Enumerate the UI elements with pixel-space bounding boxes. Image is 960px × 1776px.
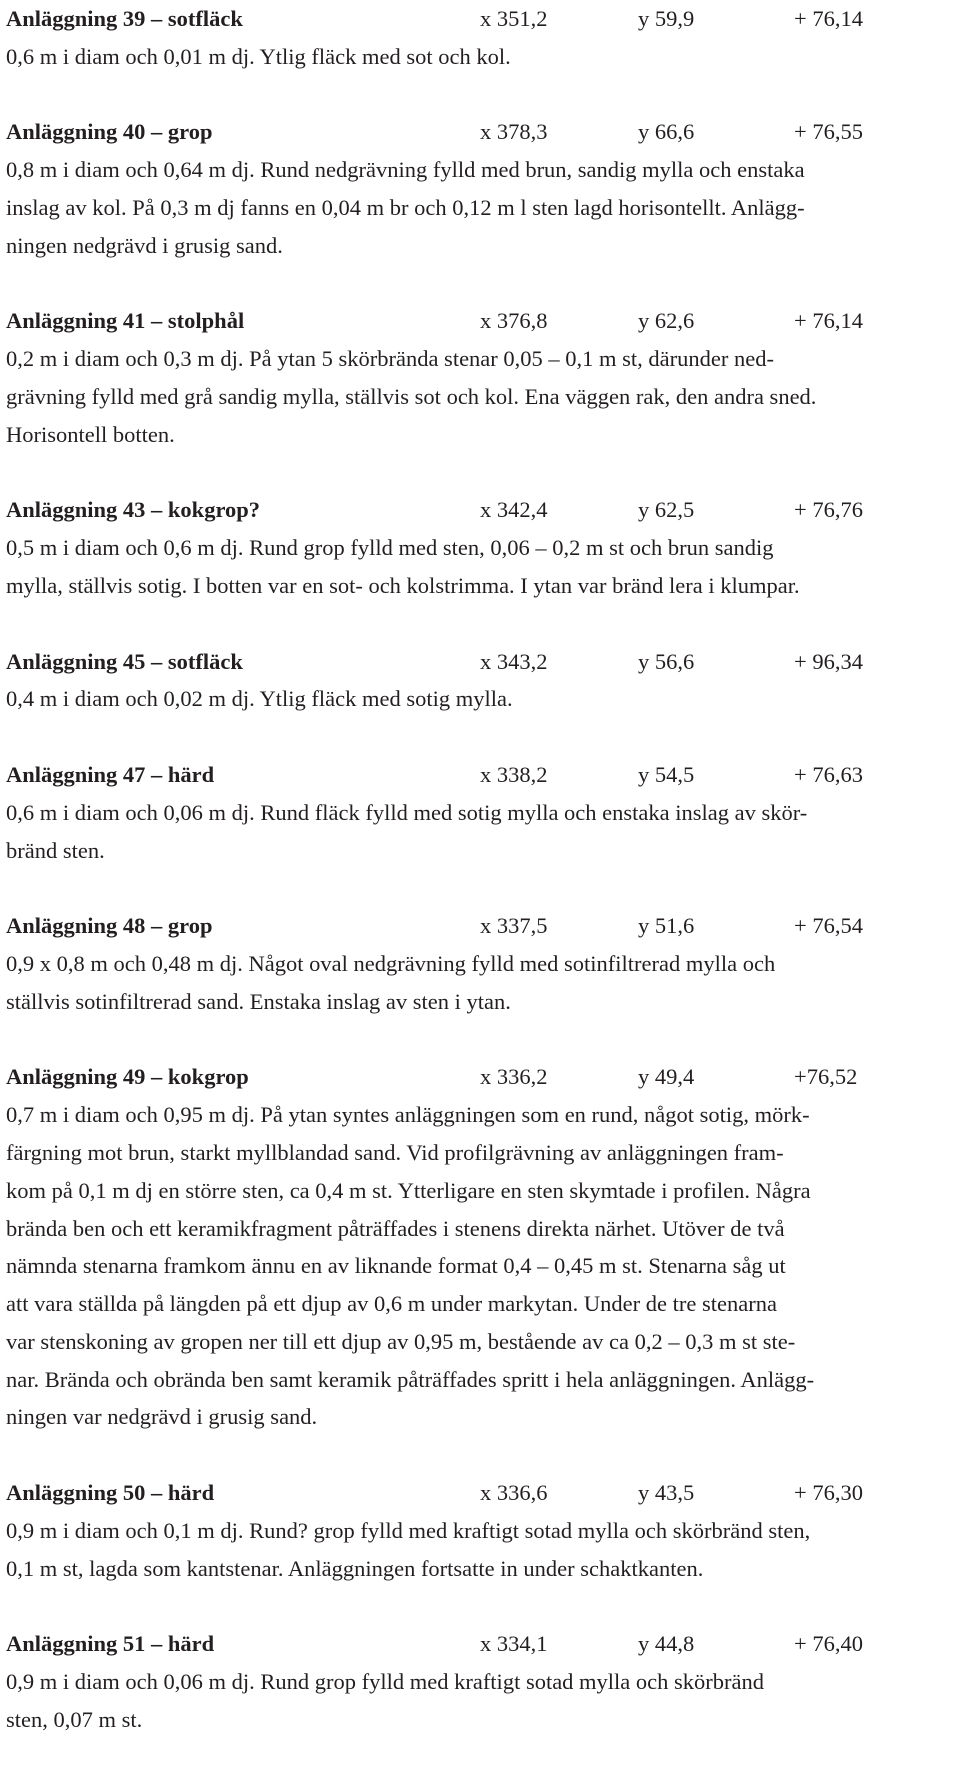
feature-title: Anläggning 51 – härd (6, 1631, 215, 1657)
feature-description: 0,8 m i diam och 0,64 m dj. Rund nedgrävning fylld med brun, sandig mylla och enstaka inslag av kol. På 0,3 m dj fanns en 0,04 m br och 0,12 m l sten lagd horisontellt. Anlägg- ningen nedgrävd i grusig sand. (6, 157, 805, 258)
feature-heading (6, 1625, 946, 1663)
feature-title: Anläggning 39 – sotfläck (6, 6, 243, 31)
x-coordinate: x 336,2 (480, 1064, 548, 1090)
feature-entry-41 (6, 302, 946, 453)
feature-heading (6, 0, 946, 38)
feature-entry-50 (6, 1474, 946, 1587)
x-coordinate: x 376,8 (480, 308, 548, 334)
feature-entry-45 (6, 643, 946, 719)
feature-description: 0,9 m i diam och 0,1 m dj. Rund? grop fylld med kraftigt sotad mylla och skörbränd sten, 0,1 m st, lagda som kantstenar. Anläggningen fortsatte in under schaktkanten. (6, 1517, 811, 1581)
feature-description: 0,4 m i diam och 0,02 m dj. Ytlig fläck med sotig mylla. (6, 686, 513, 712)
feature-title: Anläggning 41 – stolphål (6, 308, 245, 334)
x-coordinate: x 351,2 (480, 6, 548, 31)
feature-heading (6, 302, 946, 340)
y-coordinate: y 49,4 (638, 1064, 695, 1090)
x-coordinate: x 378,3 (480, 119, 548, 145)
feature-entry-40 (6, 113, 946, 264)
feature-title: Anläggning 47 – härd (6, 761, 215, 787)
x-coordinate: x 342,4 (480, 497, 548, 523)
feature-description: 0,6 m i diam och 0,01 m dj. Ytlig fläck med sot och kol. (6, 43, 511, 69)
y-coordinate: y 66,6 (638, 119, 695, 145)
feature-title: Anläggning 50 – härd (6, 1480, 215, 1506)
elevation: + 76,54 (794, 913, 863, 939)
x-coordinate: x 338,2 (480, 761, 548, 787)
feature-description: 0,9 m i diam och 0,06 m dj. Rund grop fylld med kraftigt sotad mylla och skörbränd sten, 0,07 m st. (6, 1669, 765, 1732)
feature-entry-47 (6, 756, 946, 869)
elevation: + 96,34 (794, 648, 863, 674)
feature-entry-49 (6, 1058, 946, 1436)
y-coordinate: y 59,9 (638, 6, 695, 31)
y-coordinate: y 56,6 (638, 648, 695, 674)
y-coordinate: y 54,5 (638, 761, 695, 787)
y-coordinate: y 62,5 (638, 497, 695, 523)
elevation: + 76,14 (794, 308, 863, 334)
feature-entry-39 (6, 0, 946, 76)
feature-description: 0,9 x 0,8 m och 0,48 m dj. Något oval nedgrävning fylld med sotinfiltrerad mylla och ställvis sotinfiltrerad sand. Enstaka inslag av sten i ytan. (6, 950, 776, 1014)
x-coordinate: x 343,2 (480, 648, 548, 674)
elevation: + 76,76 (794, 497, 863, 523)
feature-heading (6, 756, 946, 794)
feature-title: Anläggning 45 – sotfläck (6, 648, 243, 674)
elevation: + 76,40 (794, 1631, 863, 1657)
feature-title: Anläggning 43 – kokgrop? (6, 497, 261, 523)
y-coordinate: y 62,6 (638, 308, 695, 334)
feature-description: 0,6 m i diam och 0,06 m dj. Rund fläck fylld med sotig mylla och enstaka inslag av skör- bränd sten. (6, 799, 808, 863)
x-coordinate: x 337,5 (480, 913, 548, 939)
x-coordinate: x 334,1 (480, 1631, 548, 1657)
feature-title: Anläggning 49 – kokgrop (6, 1064, 249, 1090)
feature-heading (6, 113, 946, 151)
elevation: + 76,14 (794, 6, 863, 31)
elevation: + 76,30 (794, 1480, 863, 1506)
feature-title: Anläggning 48 – grop (6, 913, 213, 939)
feature-heading (6, 907, 946, 945)
feature-entry-48 (6, 907, 946, 1020)
y-coordinate: y 51,6 (638, 913, 695, 939)
elevation: + 76,55 (794, 119, 863, 145)
feature-heading (6, 643, 946, 681)
feature-description: 0,7 m i diam och 0,95 m dj. På ytan syntes anläggningen som en rund, något sotig, mörk- färgning mot brun, starkt myllblandad sand. Vid profilgrävning av anläggningen fram- kom på 0,1 m dj en större sten, ca 0,4 m st. Ytterligare en sten skymtade i profilen. Några brända ben och ett keramikfragment påträffades i stenens direkta närhet. Utöver de två nämnda stenarna framkom ännu en av liknande format 0,4 – 0,45 m st. Stenarna såg ut att vara ställda på längden på ett djup av 0,6 m under markytan. Under de tre stenarna var stenskoning av gropen ner till ett djup av 0,95 m, bestående av ca 0,2 – 0,3 m st ste- nar. Brända och obrända ben samt keramik påträffades spritt i hela anläggningen. Anlägg- ningen var nedgrävd i grusig sand. (6, 1102, 815, 1430)
feature-heading (6, 1058, 946, 1096)
y-coordinate: y 43,5 (638, 1480, 695, 1506)
elevation: + 76,63 (794, 761, 863, 787)
feature-heading (6, 1474, 946, 1512)
feature-title: Anläggning 40 – grop (6, 119, 213, 145)
feature-description: 0,5 m i diam och 0,6 m dj. Rund grop fylld med sten, 0,06 – 0,2 m st och brun sandig mylla, ställvis sotig. I botten var en sot- och kolstrimma. I ytan var bränd lera i klumpar. (6, 535, 800, 598)
y-coordinate: y 44,8 (638, 1631, 695, 1657)
document-page (6, 0, 946, 1776)
feature-entry-43 (6, 491, 946, 604)
x-coordinate: x 336,6 (480, 1480, 548, 1506)
elevation: +76,52 (794, 1064, 858, 1090)
feature-heading (6, 491, 946, 529)
feature-description: 0,2 m i diam och 0,3 m dj. På ytan 5 skörbrända stenar 0,05 – 0,1 m st, därunder ned- grävning fylld med grå sandig mylla, ställvis sot och kol. Ena väggen rak, den andra sned. Horisontell botten. (6, 346, 817, 447)
feature-entry-51 (6, 1625, 946, 1738)
